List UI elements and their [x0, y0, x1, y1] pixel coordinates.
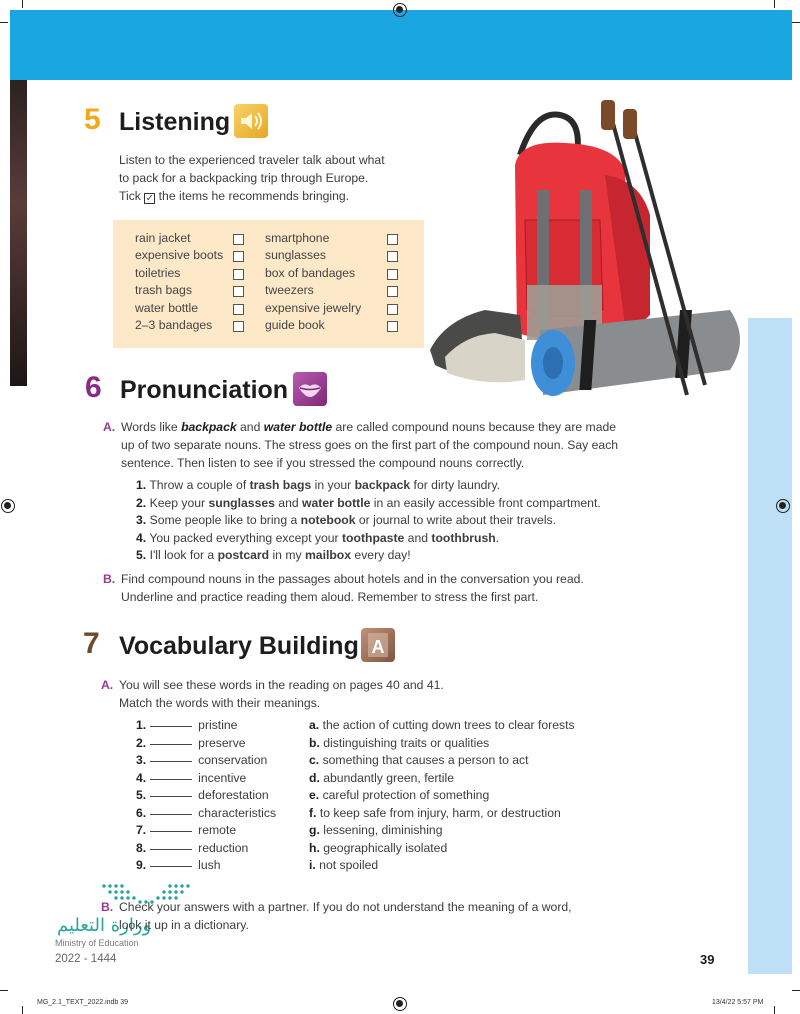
section-title: Pronunciation	[120, 376, 289, 404]
crop-mark	[0, 22, 8, 23]
speaker-icon	[234, 104, 268, 138]
vocab-word: 7. remote	[136, 823, 237, 837]
instruction-line: Listen to the experienced traveler talk about what	[119, 153, 385, 167]
crop-mark	[22, 0, 23, 8]
vocab-meaning: d. abundantly green, fertile	[309, 770, 455, 785]
print-timestamp: 13/4/22 5:57 PM	[712, 999, 764, 1006]
checkbox[interactable]	[387, 321, 398, 332]
vocab-word: 8. reduction	[136, 840, 249, 855]
ministry-arabic-name: وزارة التعليم	[57, 915, 152, 936]
checklist-item-label: toiletries	[135, 266, 181, 280]
letter-a-icon	[361, 628, 395, 662]
checkbox[interactable]	[387, 304, 398, 315]
paragraph-line: sentence. Then listen to see if you stressed the compound nouns correctly.	[121, 456, 525, 470]
instruction-line	[119, 188, 349, 206]
part-label: A.	[103, 420, 116, 434]
checklist-item-label: water bottle	[135, 301, 199, 315]
checkbox[interactable]	[233, 269, 244, 280]
instruction-rest: the items he recommends bringing.	[158, 189, 350, 203]
answer-blank[interactable]	[150, 761, 192, 762]
checklist-item-label: rain jacket	[135, 231, 191, 245]
checkbox[interactable]	[233, 286, 244, 297]
vocab-meaning: i. not spoiled	[309, 858, 379, 872]
part-label: B.	[103, 572, 116, 586]
practice-sentence: 2. Keep your sunglasses and water bottle in an easily accessible front compartment.	[136, 495, 601, 510]
left-photo-strip	[10, 80, 27, 386]
crop-mark	[774, 0, 775, 8]
section-title: Vocabulary Building	[119, 632, 359, 660]
vocab-meaning: b. distinguishing traits or qualities	[309, 735, 490, 750]
practice-sentence: 4. You packed everything except your toothpaste and toothbrush.	[136, 530, 500, 545]
svg-text:A: A	[371, 637, 385, 657]
crop-mark	[774, 1006, 775, 1014]
checkmark-box-icon: ✓	[145, 193, 154, 204]
checklist-item-label: guide book	[265, 318, 325, 332]
page-number: 39	[700, 952, 715, 967]
answer-blank[interactable]	[150, 866, 192, 867]
paragraph-line: You will see these words in the reading on pages 40 and 41.	[119, 678, 444, 692]
vocab-meaning: c. something that causes a person to act	[309, 753, 529, 767]
section-number: 5	[84, 103, 101, 136]
practice-sentence: 1. Throw a couple of trash bags in your backpack for dirty laundry.	[136, 478, 501, 492]
answer-blank[interactable]	[150, 779, 192, 780]
vocab-word: 9. lush	[136, 858, 221, 872]
print-slug: MG_2.1_TEXT_2022.indb 39	[37, 999, 129, 1006]
paragraph-line: Match the words with their meanings.	[119, 696, 321, 710]
tick-word: Tick	[119, 189, 141, 203]
crop-mark	[792, 22, 800, 23]
part-label: A.	[101, 678, 114, 692]
answer-blank[interactable]	[150, 831, 192, 832]
edition-year: 2022 - 1444	[55, 953, 117, 965]
crop-mark	[792, 990, 800, 991]
checklist-item-label: smartphone	[265, 231, 330, 245]
vocab-meaning: a. the action of cutting down trees to clear forests	[309, 718, 575, 732]
ministry-english-name: Ministry of Education	[55, 938, 139, 948]
vocab-word: 3. conservation	[136, 753, 268, 767]
checkbox[interactable]	[387, 251, 398, 262]
section-number: 7	[83, 627, 100, 660]
header-band	[10, 10, 792, 80]
answer-blank[interactable]	[150, 849, 192, 850]
vocab-meaning: h. geographically isolated	[309, 840, 448, 855]
checklist-item-label: expensive boots	[135, 248, 224, 262]
registration-mark	[1, 499, 15, 513]
vocab-word: 4. incentive	[136, 770, 247, 785]
checkbox[interactable]	[387, 234, 398, 245]
checklist-item-label: 2–3 bandages	[135, 318, 213, 332]
registration-mark	[393, 3, 407, 17]
checkbox[interactable]	[387, 269, 398, 280]
checklist-item-label: box of bandages	[265, 266, 356, 280]
backpack-illustration	[425, 95, 750, 405]
answer-blank[interactable]	[150, 796, 192, 797]
checklist-item-label: expensive jewelry	[265, 301, 362, 315]
paragraph-line: Underline and practice reading them aloud. Remember to stress the first part.	[121, 590, 539, 604]
vocab-word: 5. deforestation	[136, 788, 269, 802]
part-label: B.	[101, 900, 114, 914]
instruction-line: to pack for a backpacking trip through Europe.	[119, 171, 369, 185]
checkbox[interactable]	[233, 304, 244, 315]
vocab-meaning: g. lessening, diminishing	[309, 823, 443, 837]
checklist-item-label: tweezers	[265, 283, 314, 297]
right-margin-band	[748, 318, 792, 974]
paragraph-line: Check your answers with a partner. If you do not understand the meaning of a word,	[119, 900, 572, 914]
vocab-meaning: e. careful protection of something	[309, 788, 490, 802]
paragraph-line: Find compound nouns in the passages about hotels and in the conversation you read.	[121, 572, 584, 586]
vocab-word: 1. pristine	[136, 718, 238, 732]
checklist-item-label: trash bags	[135, 283, 192, 297]
checklist-item-label: sunglasses	[265, 248, 326, 262]
answer-blank[interactable]	[150, 744, 192, 745]
paragraph-line: up of two separate nouns. The stress goes on the first part of the compound noun. Say each	[121, 438, 619, 452]
practice-sentence: 3. Some people like to bring a notebook or journal to write about their travels.	[136, 513, 557, 527]
checkbox[interactable]	[233, 251, 244, 262]
crop-mark	[22, 1006, 23, 1014]
paragraph-line: Words like backpack and water bottle are called compound nouns because they are made	[121, 420, 617, 434]
section-number: 6	[85, 371, 102, 404]
registration-mark	[776, 499, 790, 513]
checkbox[interactable]	[387, 286, 398, 297]
paragraph-line: look it up in a dictionary.	[119, 918, 249, 932]
vocab-word: 2. preserve	[136, 735, 246, 750]
registration-mark	[393, 997, 407, 1011]
section-title: Listening	[119, 108, 231, 136]
vocab-word: 6. characteristics	[136, 805, 277, 820]
lips-icon	[293, 372, 327, 406]
checkbox[interactable]	[233, 321, 244, 332]
vocab-meaning: f. to keep safe from injury, harm, or destruction	[309, 805, 561, 820]
checkbox[interactable]	[233, 234, 244, 245]
crop-mark	[0, 990, 8, 991]
practice-sentence: 5. I'll look for a postcard in my mailbox every day!	[136, 548, 411, 562]
answer-blank[interactable]	[150, 814, 192, 815]
answer-blank[interactable]	[150, 726, 192, 727]
